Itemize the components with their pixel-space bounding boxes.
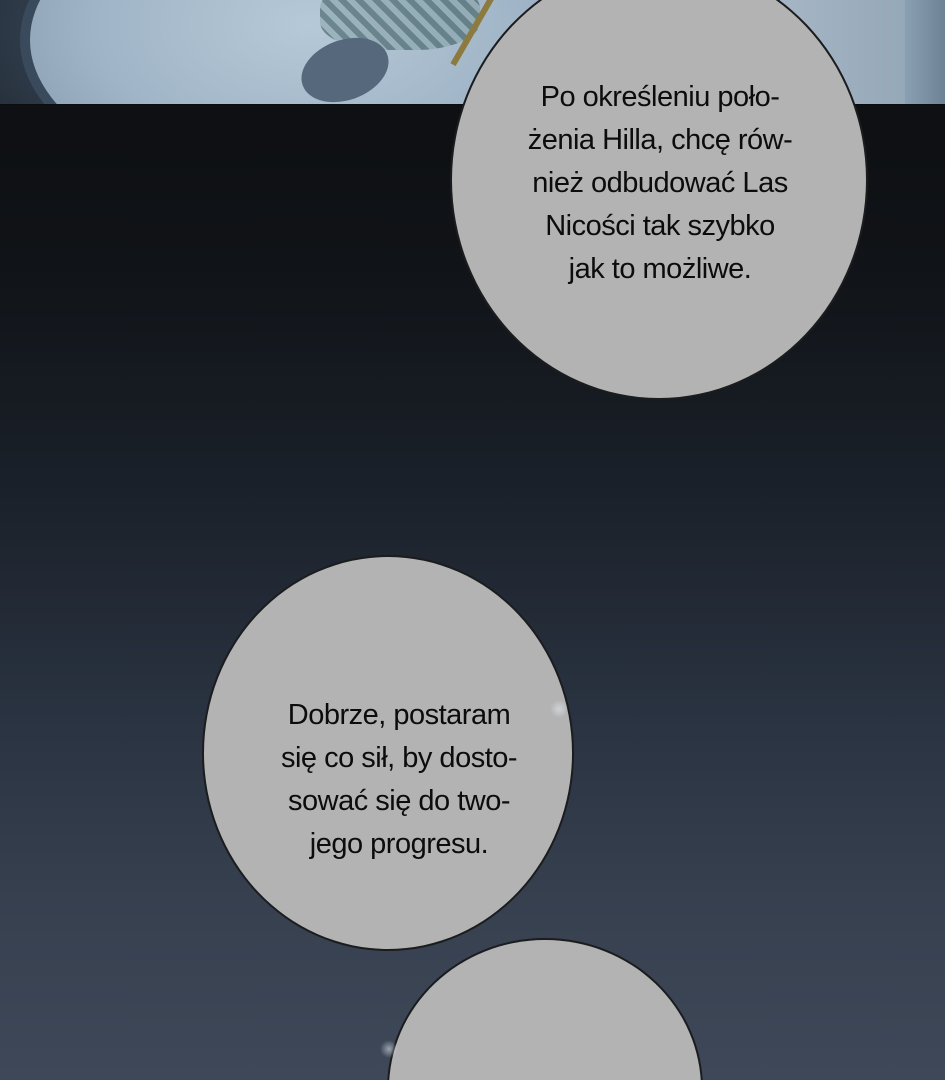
bubble-top-line-3: nież odbudować Las bbox=[532, 167, 788, 199]
background-pillar bbox=[905, 0, 945, 104]
speech-bubble-bottom-extension bbox=[387, 938, 703, 1080]
bubble-bottom-line-1: Dobrze, postaram bbox=[287, 699, 511, 731]
bubble-bottom-line-4: jego progresu. bbox=[309, 828, 489, 860]
bubble-bottom-line-2: się co sił, by dosto- bbox=[280, 742, 518, 774]
bubble-top-line-2: żenia Hilla, chcę rów- bbox=[527, 124, 793, 156]
bubble-top-line-1: Po określeniu poło- bbox=[540, 81, 780, 113]
bubble-top-line-4: Nicości tak szybko bbox=[545, 210, 775, 242]
bubble-bottom-line-3: sować się do two- bbox=[288, 785, 510, 817]
speech-bubble-top-text bbox=[495, 76, 825, 291]
bubble-top-line-5: jak to możliwe. bbox=[568, 253, 752, 285]
sparkle bbox=[550, 700, 568, 718]
speech-bubble-bottom-text bbox=[244, 694, 554, 866]
sparkle bbox=[380, 1040, 398, 1058]
